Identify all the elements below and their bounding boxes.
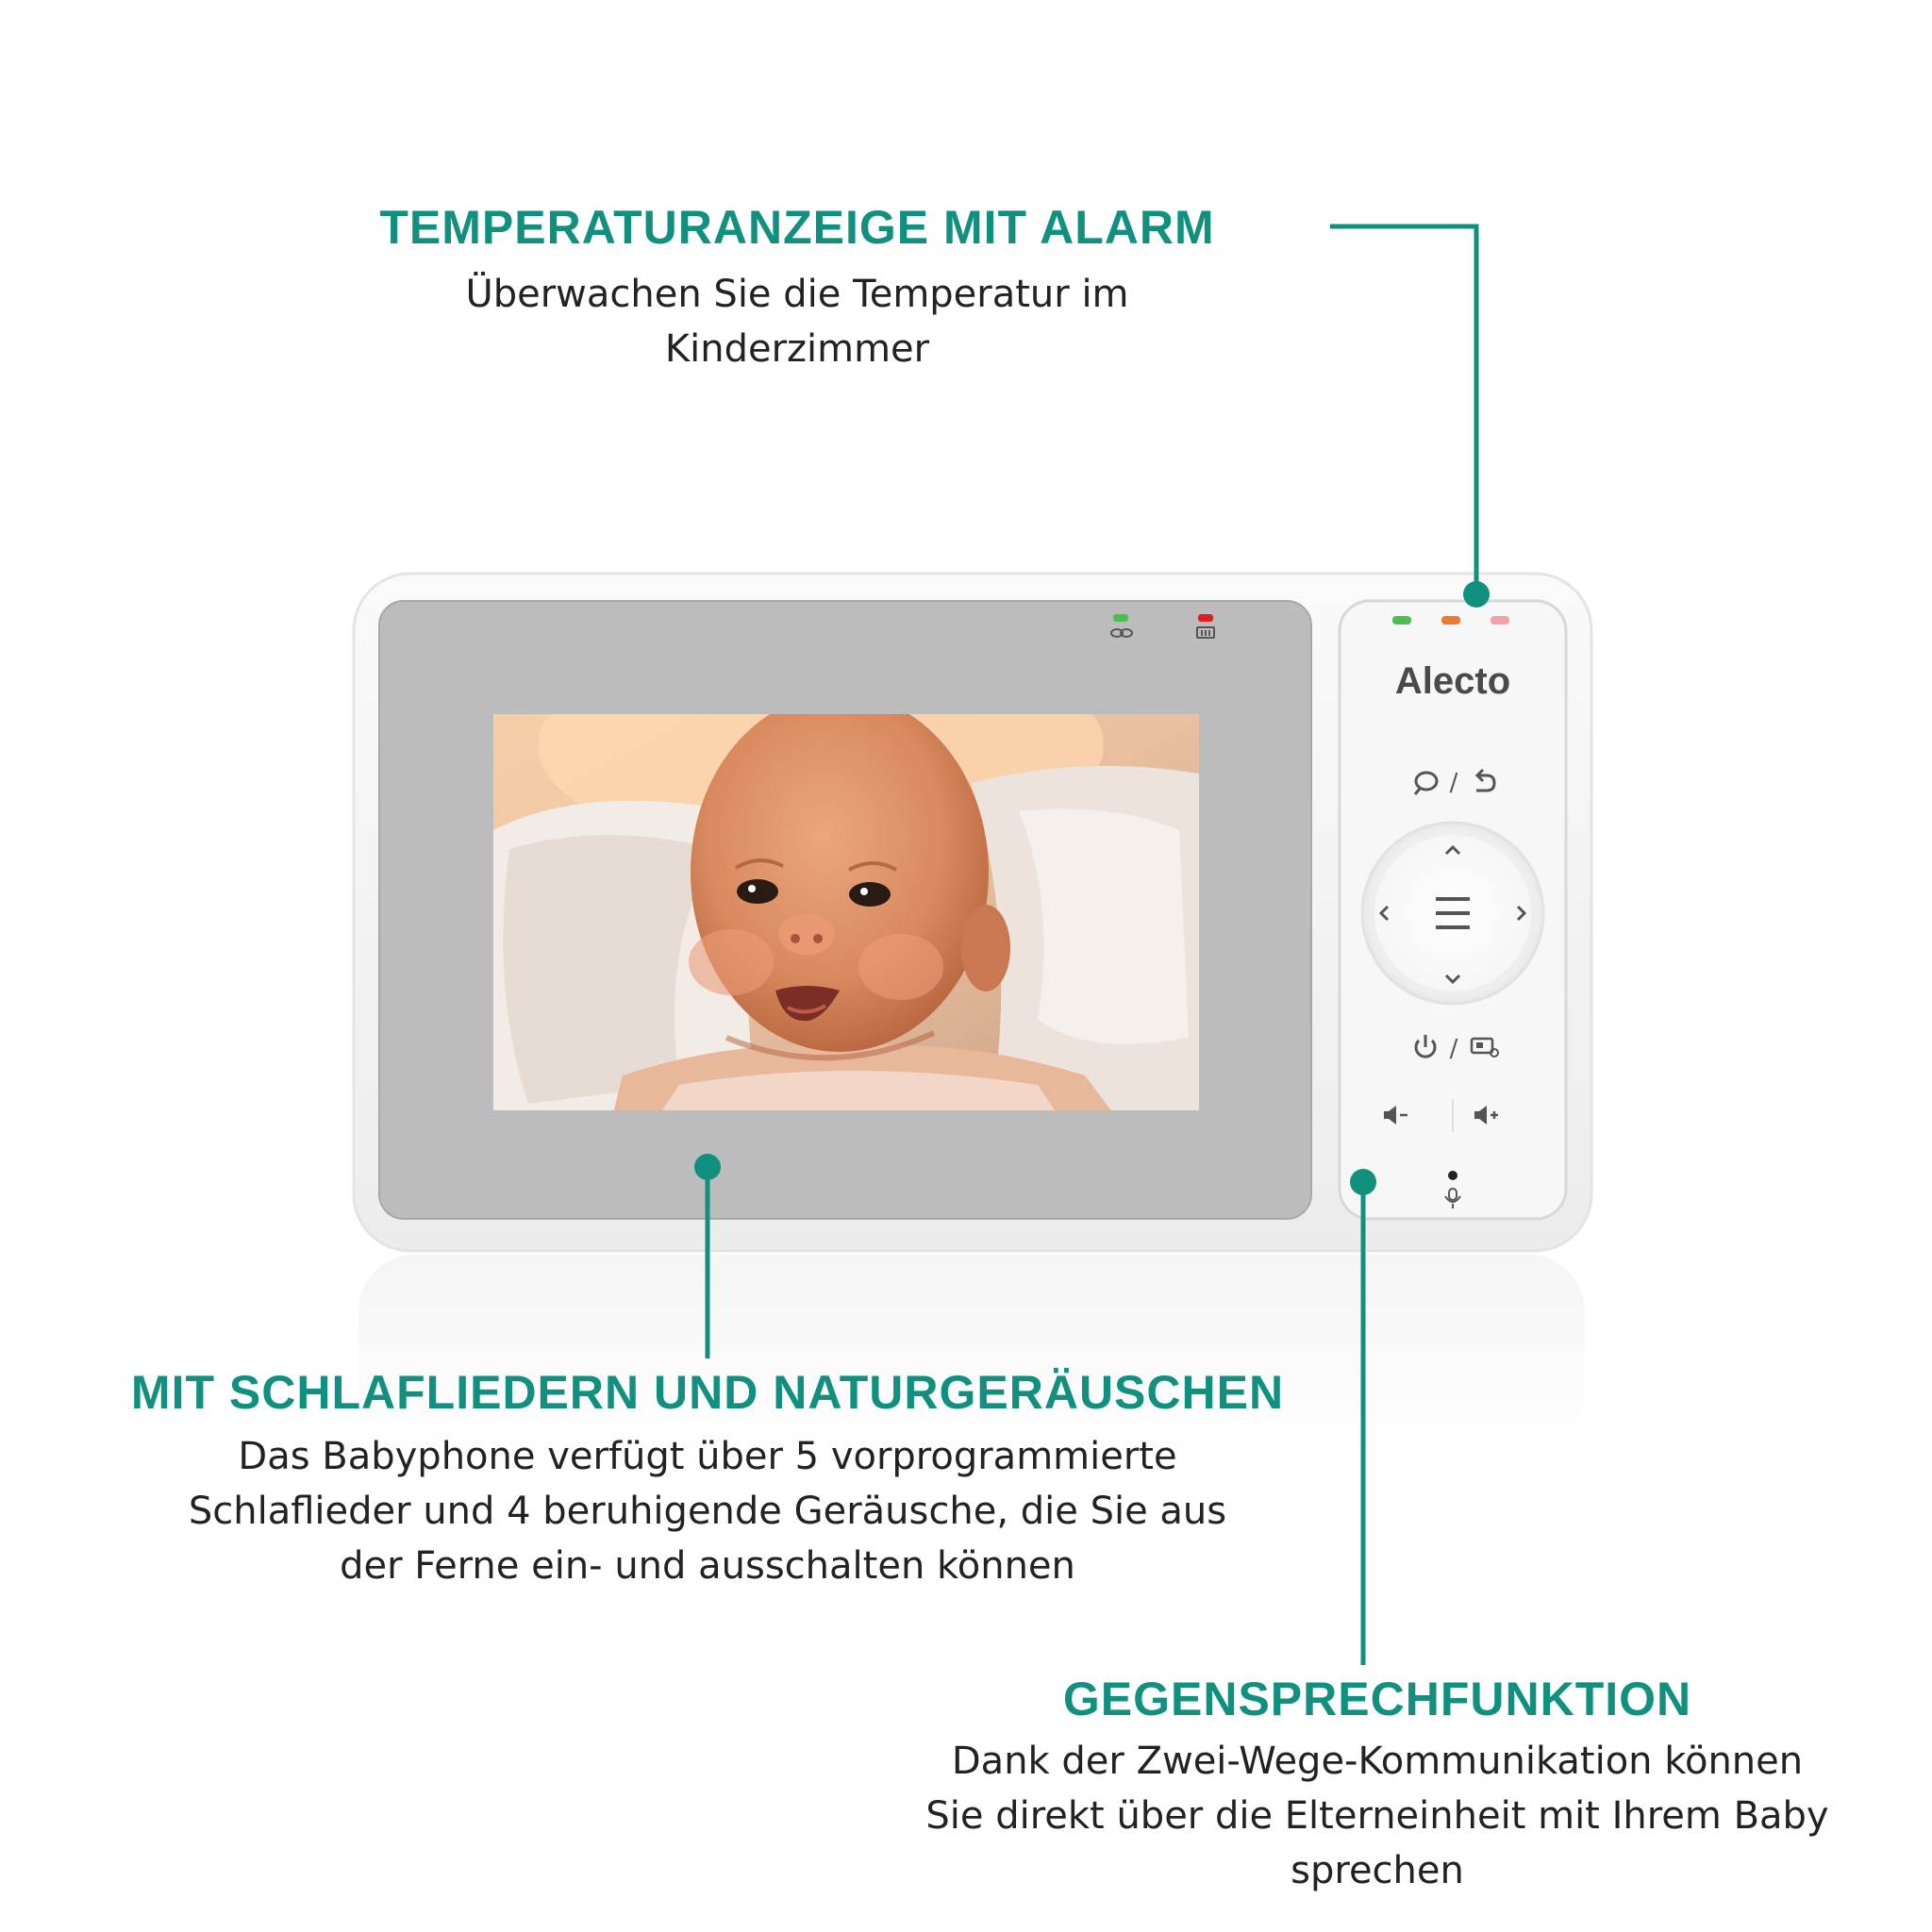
callout-line: Das Babyphone verfügt über 5 vorprogrammierte [238, 1435, 1177, 1478]
callout-text-intercom [887, 1734, 1868, 1898]
led-orange [1441, 616, 1460, 625]
callout-line: der Ferne ein- und ausschalten können [340, 1544, 1075, 1588]
microphone-hole [1448, 1171, 1457, 1180]
callout-text-lullabies [75, 1429, 1340, 1593]
callout-title-lullabies: MIT SCHLAFLIEDERN UND NATURGERÄUSCHEN [130, 1366, 1285, 1419]
callout-title-intercom: GEGENSPRECHFUNKTION [1062, 1673, 1692, 1725]
device-reflection [358, 1255, 1585, 1453]
callout-line: Überwachen Sie die Temperatur im [465, 273, 1129, 316]
led-pink [1491, 616, 1509, 625]
brand-logo: Alecto [1394, 660, 1511, 702]
control-separator-2: / [1449, 1035, 1458, 1063]
callout-line: Dank der Zwei-Wege-Kommunikation können [951, 1740, 1804, 1783]
callout-title-temperature: TEMPERATURANZEIGE MIT ALARM [379, 201, 1215, 254]
callout-line: sprechen [1291, 1849, 1464, 1892]
led-green [1392, 616, 1411, 625]
callout-line: Schlaflieder und 4 beruhigende Geräusche, die Sie aus [188, 1490, 1227, 1533]
callout-line: Kinderzimmer [664, 327, 930, 371]
callout-line: Sie direkt über die Elterneinheit mit Ihrem Baby [925, 1794, 1829, 1838]
callout-line-temperature [1330, 226, 1490, 608]
control-separator: / [1449, 769, 1458, 797]
callout-text-temperature [368, 267, 1226, 376]
